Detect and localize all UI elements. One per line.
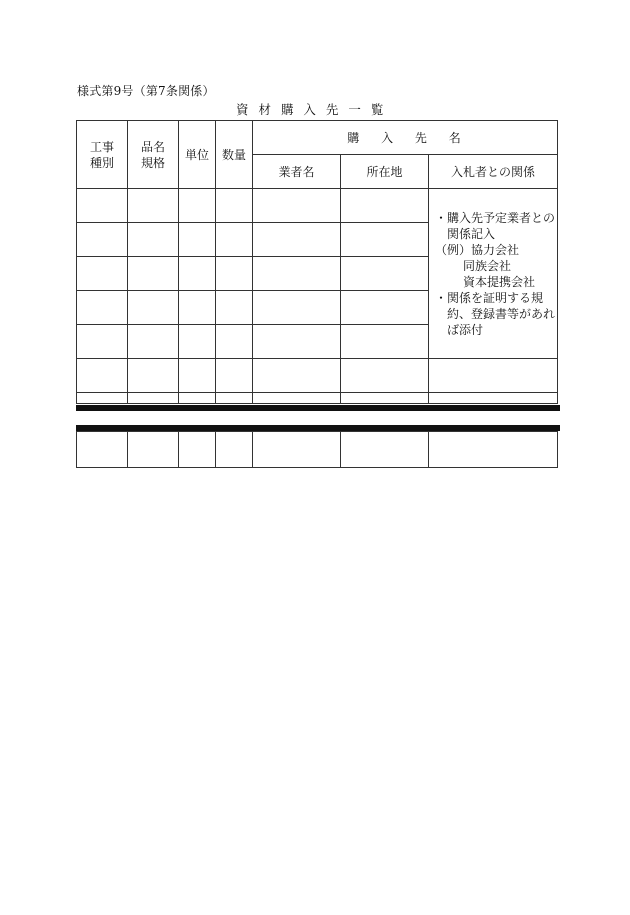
cell[interactable] — [253, 189, 341, 223]
cell[interactable] — [179, 359, 216, 393]
cell[interactable] — [128, 393, 179, 404]
cell[interactable] — [341, 189, 429, 223]
cell[interactable] — [77, 432, 128, 468]
cell[interactable] — [77, 325, 128, 359]
cell[interactable] — [253, 223, 341, 257]
header-relation: 入札者との関係 — [429, 155, 558, 189]
cell[interactable] — [429, 393, 558, 404]
cell[interactable] — [216, 257, 253, 291]
relation-note-line: （例）協力会社 — [435, 242, 520, 257]
cell[interactable] — [253, 432, 341, 468]
cell[interactable] — [216, 189, 253, 223]
cell[interactable] — [341, 325, 429, 359]
cell[interactable] — [429, 359, 558, 393]
relation-note-line: 資本提携会社 — [463, 274, 536, 289]
cell[interactable] — [216, 291, 253, 325]
cell[interactable] — [77, 291, 128, 325]
header-work-type-line1: 工事 — [89, 139, 114, 154]
purchase-table-lower — [76, 431, 558, 468]
cell[interactable] — [253, 359, 341, 393]
table-row — [77, 359, 558, 393]
cell[interactable] — [77, 257, 128, 291]
cell[interactable] — [128, 432, 179, 468]
cell[interactable] — [128, 291, 179, 325]
cell[interactable] — [77, 393, 128, 404]
cell[interactable] — [341, 359, 429, 393]
cell[interactable] — [216, 393, 253, 404]
cell[interactable] — [253, 291, 341, 325]
cell[interactable] — [128, 325, 179, 359]
header-product — [128, 121, 179, 189]
cell[interactable] — [341, 291, 429, 325]
cell[interactable] — [253, 325, 341, 359]
header-work-type-line2: 種別 — [89, 155, 114, 170]
cell[interactable] — [341, 393, 429, 404]
table-row — [77, 393, 558, 404]
cell[interactable] — [179, 257, 216, 291]
cell[interactable] — [179, 393, 216, 404]
table-break-line — [76, 408, 560, 411]
relation-note-line: 関係記入 — [447, 226, 496, 241]
cell[interactable] — [77, 359, 128, 393]
relation-note-line: ば添付 — [447, 322, 484, 337]
cell[interactable] — [429, 432, 558, 468]
cell[interactable] — [77, 223, 128, 257]
cell[interactable] — [128, 223, 179, 257]
cell[interactable] — [341, 257, 429, 291]
header-purchaser: 購 入 先 名 — [253, 121, 558, 155]
cell[interactable] — [341, 223, 429, 257]
header-product-line2: 規格 — [140, 155, 165, 170]
cell[interactable] — [341, 432, 429, 468]
cell[interactable] — [128, 189, 179, 223]
cell[interactable] — [216, 432, 253, 468]
purchase-table-upper — [76, 120, 558, 404]
header-work-type — [77, 121, 128, 189]
header-company-name: 業者名 — [253, 155, 341, 189]
header-unit: 単位 — [179, 121, 216, 189]
relation-note-line: 同族会社 — [463, 258, 512, 273]
cell[interactable] — [216, 223, 253, 257]
cell[interactable] — [179, 325, 216, 359]
header-location: 所在地 — [341, 155, 429, 189]
cell[interactable] — [253, 257, 341, 291]
table-row — [77, 189, 558, 223]
cell[interactable] — [77, 189, 128, 223]
relation-note-line: ・購入先予定業者との — [435, 210, 556, 225]
cell[interactable] — [253, 393, 341, 404]
cell[interactable] — [179, 223, 216, 257]
table-row — [77, 432, 558, 468]
document-title: 資 材 購 入 先 一 覧 — [236, 102, 384, 117]
cell[interactable] — [179, 432, 216, 468]
header-quantity: 数量 — [216, 121, 253, 189]
cell[interactable] — [128, 257, 179, 291]
header-product-line1: 品名 — [140, 139, 165, 154]
cell[interactable] — [216, 359, 253, 393]
relation-note — [429, 189, 558, 359]
relation-note-line: 約、登録書等があれ — [447, 306, 556, 321]
cell[interactable] — [179, 189, 216, 223]
relation-note-line: ・関係を証明する規 — [435, 290, 544, 305]
form-number: 様式第9号（第7条関係） — [77, 84, 215, 98]
cell[interactable] — [128, 359, 179, 393]
cell[interactable] — [216, 325, 253, 359]
cell[interactable] — [179, 291, 216, 325]
